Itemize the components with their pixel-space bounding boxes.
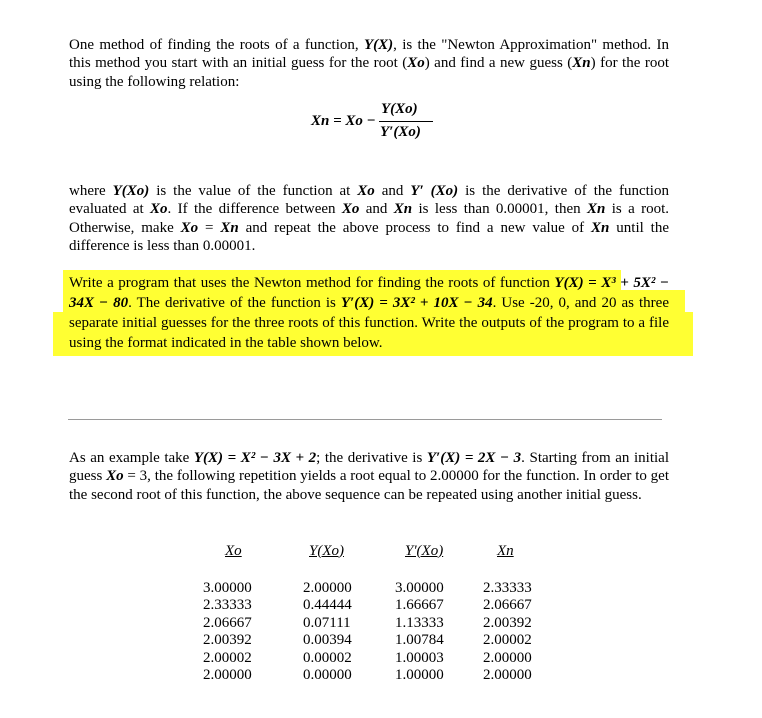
formula-denominator: Y′(Xo) [380,124,421,140]
header-ydxo: Y'(Xo) [405,542,444,559]
header-xo: Xo [225,542,242,559]
table-row: 2.06667 0.07111 1.13333 2.00392 [203,614,532,631]
table-row: 2.00392 0.00394 1.00784 2.00002 [203,632,532,649]
formula-numerator: Y(Xo) [381,101,418,117]
formula-lhs: Xn = Xo − [311,113,376,129]
header-yxo: Y(Xo) [309,542,344,559]
header-xn: Xn [497,542,514,559]
separator-line [68,419,662,420]
table-row: 2.00000 0.00000 1.00000 2.00000 [203,667,532,684]
definition-paragraph: where Y(Xo) is the value of the function at Xo and Y′ (Xo) is the derivative of the function evaluated at Xo. If the difference between Xo and Xn is less than 0.00001, then Xn is a root. Otherwise, make Xo = Xn and repeat the above process to find a new value of Xn until the difference is less than 0.00001. [69,183,669,254]
task-paragraph: Write a program that uses the Newton method for finding the roots of function Y(X) = X³ + 5X² − 34X − 80. The derivative of the function is Y′(X) = 3X² + 10X − 34. Use -20, 0, and 20 as three separate initial guesses for the three roots of this function. Write the outputs of the program to a file using the format indicated in the table shown below. [69,275,669,351]
table-header-row [203,540,565,562]
table-row: 2.00002 0.00002 1.00003 2.00000 [203,649,532,666]
iteration-table [203,540,565,685]
table-row: 3.00000 2.00000 3.00000 2.33333 [203,579,532,596]
example-paragraph: As an example take Y(X) = X² − 3X + 2; the derivative is Y′(X) = 2X − 3. Starting from an initial guess Xo = 3, the following repetition yields a root equal to 2.00000 for the function. In order to get the second root of this function, the above sequence can be repeated using another initial guess. [69,450,669,503]
fraction-bar [379,121,433,122]
table-row: 2.33333 0.44444 1.66667 2.06667 [203,597,532,614]
intro-paragraph: One method of finding the roots of a function, Y(X), is the "Newton Approximation" method. In this method you start with an initial guess for the root (Xo) and find a new guess (Xn) for the root using the following relation: [69,37,669,90]
